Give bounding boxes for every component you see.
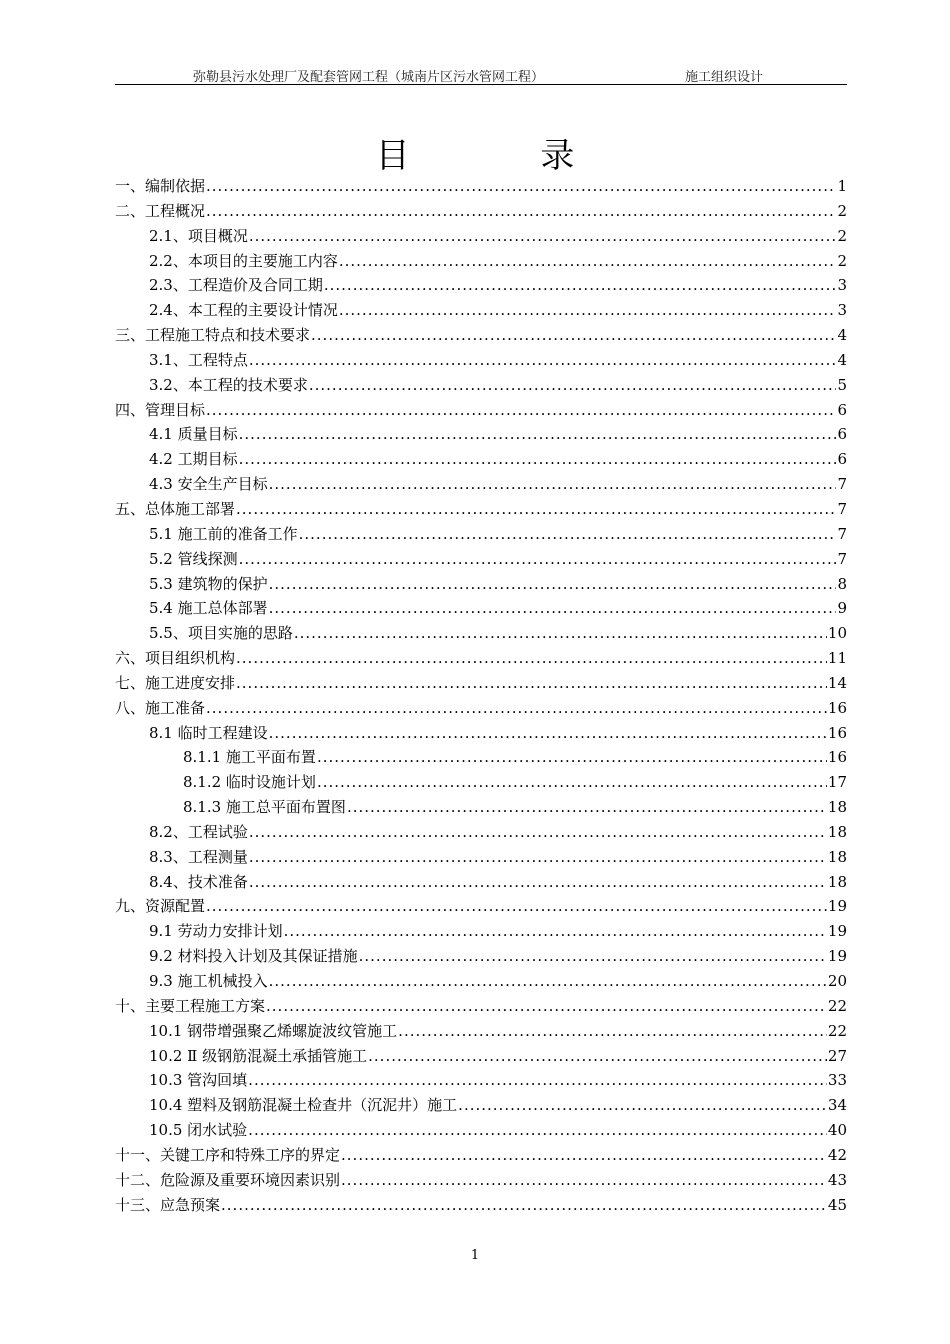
toc-dot-leader xyxy=(249,348,837,373)
toc-entry-label: 3.1、工程特点 xyxy=(149,350,248,369)
toc-entry[interactable] xyxy=(115,919,847,944)
toc-entry-page: 2 xyxy=(837,201,847,220)
toc-dot-leader xyxy=(239,447,837,472)
toc-entry-label: 八、施工准备 xyxy=(115,698,206,717)
toc-dot-leader xyxy=(398,1019,827,1044)
toc-dot-leader xyxy=(311,323,836,348)
toc-dot-leader xyxy=(269,969,827,994)
toc-dot-leader xyxy=(249,224,837,249)
toc-dot-leader xyxy=(269,721,827,746)
toc-entry-label: 8.2、工程试验 xyxy=(149,822,248,841)
toc-entry-label: 10.3 管沟回填 xyxy=(149,1071,248,1090)
toc-entry-page: 4 xyxy=(837,350,847,369)
toc-entry-page: 45 xyxy=(827,1195,847,1214)
toc-entry[interactable] xyxy=(115,522,847,547)
toc-entry-page: 6 xyxy=(837,425,847,444)
toc-entry-label: 四、管理目标 xyxy=(115,400,206,419)
toc-entry[interactable] xyxy=(115,174,847,199)
toc-entry-label: 9.2 材料投入计划及其保证措施 xyxy=(149,947,358,966)
toc-entry[interactable] xyxy=(115,273,847,298)
toc-entry-label: 十一、关键工序和特殊工序的界定 xyxy=(115,1145,341,1164)
toc-entry-page: 3 xyxy=(837,276,847,295)
toc-entry-page: 4 xyxy=(837,326,847,345)
toc-dot-leader xyxy=(341,1143,827,1168)
toc-entry-page: 6 xyxy=(837,450,847,469)
toc-dot-leader xyxy=(299,522,837,547)
toc-entry-page: 10 xyxy=(827,624,847,643)
toc-dot-leader xyxy=(249,845,827,870)
toc-entry-page: 6 xyxy=(837,400,847,419)
toc-dot-leader xyxy=(269,572,837,597)
toc-dot-leader xyxy=(206,696,827,721)
toc-entry-label: 十、主要工程施工方案 xyxy=(115,996,266,1015)
toc-entry[interactable] xyxy=(115,795,847,820)
table-of-contents xyxy=(115,174,847,1217)
toc-entry-page: 40 xyxy=(827,1121,847,1140)
toc-entry[interactable] xyxy=(115,969,847,994)
toc-entry[interactable] xyxy=(115,1168,847,1193)
toc-entry-label: 七、施工进度安排 xyxy=(115,673,236,692)
toc-dot-leader xyxy=(236,497,836,522)
toc-entry[interactable] xyxy=(115,770,847,795)
toc-dot-leader xyxy=(239,547,837,572)
toc-entry[interactable] xyxy=(115,1093,847,1118)
toc-entry[interactable] xyxy=(115,621,847,646)
toc-entry-page: 2 xyxy=(837,226,847,245)
toc-entry-page: 20 xyxy=(827,972,847,990)
toc-entry-label: 10.5 闭水试验 xyxy=(149,1121,248,1140)
toc-entry[interactable] xyxy=(115,497,847,522)
toc-entry-page: 19 xyxy=(827,897,847,916)
toc-entry-page: 18 xyxy=(827,798,847,817)
toc-entry-page: 9 xyxy=(837,599,847,618)
toc-entry-label: 10.4 塑料及钢筋混凝土检查井（沉泥井）施工 xyxy=(149,1096,458,1115)
toc-entry[interactable] xyxy=(115,1044,847,1069)
header-doc-type: 施工组织设计 xyxy=(685,70,764,85)
toc-dot-leader xyxy=(368,1044,827,1069)
toc-entry-page: 19 xyxy=(827,922,847,941)
toc-entry[interactable] xyxy=(115,547,847,572)
toc-entry[interactable] xyxy=(115,870,847,895)
toc-entry-label: 10.1 钢带增强聚乙烯螺旋波纹管施工 xyxy=(149,1021,398,1040)
toc-entry[interactable] xyxy=(115,249,847,274)
toc-entry[interactable] xyxy=(115,820,847,845)
toc-entry[interactable] xyxy=(115,1143,847,1168)
toc-entry-page: 27 xyxy=(827,1046,847,1065)
toc-entry-label: 十三、应急预案 xyxy=(115,1195,221,1214)
page-number: 1 xyxy=(470,1248,480,1263)
toc-entry[interactable] xyxy=(115,646,847,671)
toc-entry-page: 7 xyxy=(837,524,847,543)
toc-dot-leader xyxy=(206,174,836,199)
toc-entry-label: 九、资源配置 xyxy=(115,897,206,916)
toc-entry-label: 2.1、项目概况 xyxy=(149,226,248,245)
toc-entry-label: 5.1 施工前的准备工作 xyxy=(149,524,298,543)
toc-entry-page: 7 xyxy=(837,475,847,494)
toc-dot-leader xyxy=(266,994,827,1019)
toc-dot-leader xyxy=(236,671,827,696)
toc-entry-label: 4.2 工期目标 xyxy=(149,450,238,469)
toc-entry-label: 2.3、工程造价及合同工期 xyxy=(149,276,323,295)
toc-entry[interactable] xyxy=(115,323,847,348)
toc-entry[interactable] xyxy=(115,1193,847,1218)
toc-title: 目 录 xyxy=(375,136,635,176)
toc-entry-page: 16 xyxy=(827,723,847,742)
toc-entry-page: 34 xyxy=(827,1096,847,1115)
toc-entry-page: 17 xyxy=(827,773,847,792)
toc-entry-label: 4.1 质量目标 xyxy=(149,425,238,444)
toc-entry[interactable] xyxy=(115,894,847,919)
toc-entry-page: 7 xyxy=(837,499,847,518)
toc-entry-page: 42 xyxy=(827,1145,847,1164)
toc-dot-leader xyxy=(206,398,836,423)
toc-entry-label: 3.2、本工程的技术要求 xyxy=(149,375,308,394)
toc-entry-page: 43 xyxy=(827,1170,847,1189)
toc-dot-leader xyxy=(206,894,827,919)
toc-entry-label: 9.1 劳动力安排计划 xyxy=(149,922,283,941)
toc-entry-label: 5.2 管线探测 xyxy=(149,549,238,568)
toc-entry-page: 7 xyxy=(837,549,847,568)
toc-entry-label: 5.3 建筑物的保护 xyxy=(149,574,268,593)
toc-entry[interactable] xyxy=(115,745,847,770)
toc-entry-page: 16 xyxy=(827,698,847,717)
toc-entry[interactable] xyxy=(115,572,847,597)
toc-entry[interactable] xyxy=(115,596,847,621)
toc-entry-page: 18 xyxy=(827,822,847,841)
toc-dot-leader xyxy=(239,422,837,447)
toc-entry-page: 22 xyxy=(827,996,847,1015)
toc-dot-leader xyxy=(249,820,827,845)
toc-dot-leader xyxy=(249,870,827,895)
toc-entry-page: 1 xyxy=(837,177,847,195)
toc-entry[interactable] xyxy=(115,696,847,721)
toc-entry-label: 五、总体施工部署 xyxy=(115,499,236,518)
toc-entry-label: 8.1.1 施工平面布置 xyxy=(183,748,316,767)
header-project-title: 弥勒县污水处理厂及配套管网工程（城南片区污水管网工程） xyxy=(193,70,545,85)
toc-entry-page: 19 xyxy=(827,947,847,966)
toc-entry-label: 8.1 临时工程建设 xyxy=(149,723,268,742)
toc-entry-page: 18 xyxy=(827,872,847,891)
toc-entry-label: 5.5、项目实施的思路 xyxy=(149,624,293,643)
toc-entry[interactable] xyxy=(115,845,847,870)
toc-dot-leader xyxy=(236,646,827,671)
toc-entry-label: 二、工程概况 xyxy=(115,201,206,220)
toc-entry[interactable] xyxy=(115,994,847,1019)
toc-entry-label: 4.3 安全生产目标 xyxy=(149,475,268,494)
toc-entry[interactable] xyxy=(115,944,847,969)
toc-entry[interactable] xyxy=(115,1019,847,1044)
toc-entry-label: 一、编制依据 xyxy=(115,177,206,195)
toc-entry-label: 8.1.3 施工总平面布置图 xyxy=(183,798,346,817)
toc-dot-leader xyxy=(269,596,837,621)
toc-dot-leader xyxy=(206,199,836,224)
toc-dot-leader xyxy=(317,745,827,770)
toc-entry-page: 2 xyxy=(837,251,847,270)
toc-dot-leader xyxy=(284,919,827,944)
toc-dot-leader xyxy=(294,621,827,646)
toc-entry-label: 8.4、技术准备 xyxy=(149,872,248,891)
toc-entry[interactable] xyxy=(115,422,847,447)
toc-entry[interactable] xyxy=(115,1068,847,1093)
toc-entry-label: 5.4 施工总体部署 xyxy=(149,599,268,618)
toc-entry-page: 5 xyxy=(837,375,847,394)
toc-entry[interactable] xyxy=(115,373,847,398)
toc-entry-page: 14 xyxy=(827,673,847,692)
toc-dot-leader xyxy=(359,944,827,969)
toc-entry[interactable] xyxy=(115,298,847,323)
page-header xyxy=(115,64,847,85)
toc-entry[interactable] xyxy=(115,472,847,497)
toc-entry-page: 22 xyxy=(827,1021,847,1040)
toc-entry-label: 10.2 Ⅱ 级钢筋混凝土承插管施工 xyxy=(149,1046,368,1065)
toc-entry-page: 18 xyxy=(827,847,847,866)
toc-entry[interactable] xyxy=(115,671,847,696)
toc-entry[interactable] xyxy=(115,199,847,224)
toc-dot-leader xyxy=(347,795,827,820)
toc-entry-page: 33 xyxy=(827,1071,847,1090)
toc-entry-label: 8.3、工程测量 xyxy=(149,847,248,866)
toc-dot-leader xyxy=(248,1068,827,1093)
toc-entry-label: 三、工程施工特点和技术要求 xyxy=(115,326,311,345)
toc-dot-leader xyxy=(317,770,827,795)
toc-dot-leader xyxy=(221,1193,827,1218)
toc-entry-label: 2.4、本工程的主要设计情况 xyxy=(149,301,338,320)
toc-dot-leader xyxy=(269,472,837,497)
toc-dot-leader xyxy=(248,1118,827,1143)
toc-entry[interactable] xyxy=(115,224,847,249)
toc-dot-leader xyxy=(324,273,837,298)
toc-entry-page: 8 xyxy=(837,574,847,593)
toc-entry-label: 9.3 施工机械投入 xyxy=(149,972,268,990)
toc-dot-leader xyxy=(341,1168,827,1193)
toc-entry[interactable] xyxy=(115,721,847,746)
toc-entry[interactable] xyxy=(115,348,847,373)
toc-entry-label: 2.2、本项目的主要施工内容 xyxy=(149,251,338,270)
toc-entry-label: 十二、危险源及重要环境因素识别 xyxy=(115,1170,341,1189)
toc-entry[interactable] xyxy=(115,398,847,423)
toc-entry[interactable] xyxy=(115,447,847,472)
toc-entry[interactable] xyxy=(115,1118,847,1143)
toc-entry-label: 8.1.2 临时设施计划 xyxy=(183,773,316,792)
toc-entry-label: 六、项目组织机构 xyxy=(115,649,236,668)
toc-entry-page: 16 xyxy=(827,748,847,767)
toc-dot-leader xyxy=(458,1093,827,1118)
toc-entry-page: 3 xyxy=(837,301,847,320)
toc-dot-leader xyxy=(309,373,837,398)
toc-dot-leader xyxy=(339,298,837,323)
toc-entry-page: 11 xyxy=(827,649,847,668)
toc-dot-leader xyxy=(339,249,837,274)
